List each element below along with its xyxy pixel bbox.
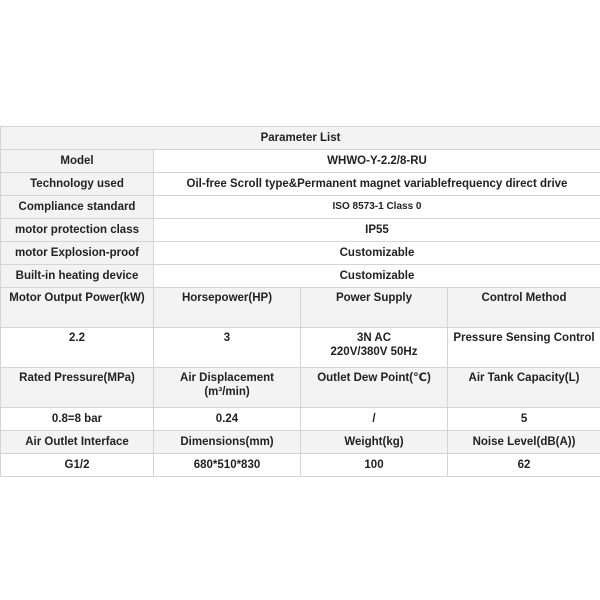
grid-value-row	[1, 454, 600, 477]
grid-header: Weight(kg)	[301, 431, 448, 454]
spec-value: Customizable	[154, 265, 600, 288]
spec-row-model	[1, 150, 600, 173]
spec-row-technology	[1, 173, 600, 196]
spec-value: IP55	[154, 219, 600, 242]
grid-header: Noise Level(dB(A))	[448, 431, 600, 454]
grid-value: 3N AC 220V/380V 50Hz	[301, 328, 448, 368]
spec-value: ISO 8573-1 Class 0	[154, 196, 600, 219]
grid-value: 62	[448, 454, 600, 477]
grid-value: 100	[301, 454, 448, 477]
grid-header: Motor Output Power(kW)	[1, 288, 154, 328]
grid-value: Pressure Sensing Control	[448, 328, 600, 368]
grid-header-row	[1, 288, 600, 328]
spec-value: Oil-free Scroll type&Permanent magnet variablefrequency direct drive	[154, 173, 600, 196]
grid-header: Horsepower(HP)	[154, 288, 301, 328]
grid-header: Control Method	[448, 288, 600, 328]
grid-header: Air Outlet Interface	[1, 431, 154, 454]
grid-header: Dimensions(mm)	[154, 431, 301, 454]
grid-header-row	[1, 368, 600, 408]
grid-value: /	[301, 408, 448, 431]
grid-value-row	[1, 408, 600, 431]
title-row	[1, 127, 600, 150]
spec-row-heating	[1, 265, 600, 288]
grid-header: Outlet Dew Point(℃)	[301, 368, 448, 408]
spec-label: Built-in heating device	[1, 265, 154, 288]
grid-header-row	[1, 431, 600, 454]
grid-value: 3	[154, 328, 301, 368]
spec-label: motor protection class	[1, 219, 154, 242]
grid-header: Air Tank Capacity(L)	[448, 368, 600, 408]
grid-value: 680*510*830	[154, 454, 301, 477]
spec-row-compliance	[1, 196, 600, 219]
grid-header: Power Supply	[301, 288, 448, 328]
spec-value: Customizable	[154, 242, 600, 265]
spec-label: motor Explosion-proof	[1, 242, 154, 265]
spec-row-explosion	[1, 242, 600, 265]
grid-header: Rated Pressure(MPa)	[1, 368, 154, 408]
grid-value: 0.24	[154, 408, 301, 431]
grid-header: Air Displacement (m³/min)	[154, 368, 301, 408]
grid-value: G1/2	[1, 454, 154, 477]
spec-label: Model	[1, 150, 154, 173]
spec-value: WHWO-Y-2.2/8-RU	[154, 150, 600, 173]
table-title: Parameter List	[1, 127, 600, 150]
grid-value-row	[1, 328, 600, 368]
spec-label: Technology used	[1, 173, 154, 196]
grid-value: 0.8=8 bar	[1, 408, 154, 431]
grid-value: 5	[448, 408, 600, 431]
spec-row-protection	[1, 219, 600, 242]
parameter-table	[0, 126, 600, 477]
grid-value: 2.2	[1, 328, 154, 368]
spec-label: Compliance standard	[1, 196, 154, 219]
